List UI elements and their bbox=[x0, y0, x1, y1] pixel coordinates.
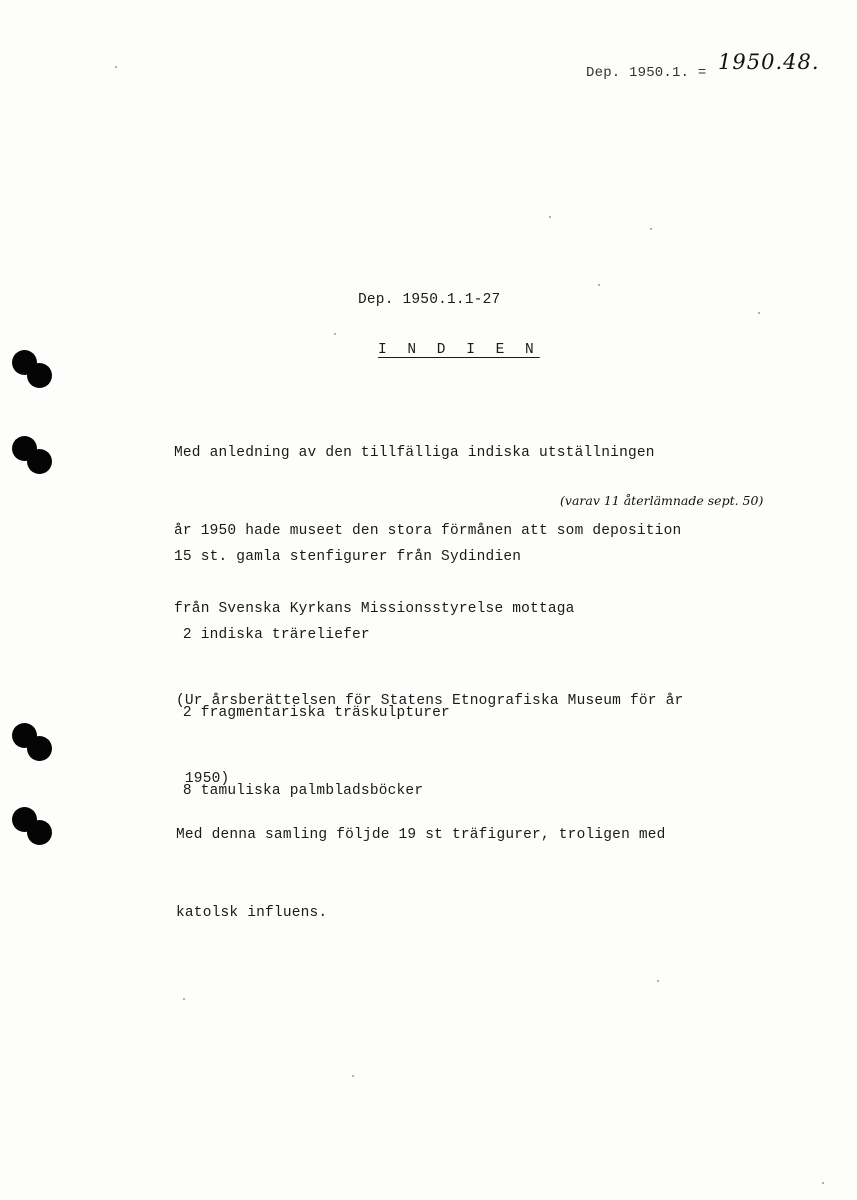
citation-line: 1950) bbox=[176, 771, 230, 787]
paragraph-line: år 1950 hade museet den stora förmånen att som deposition bbox=[174, 523, 682, 539]
list-item: 2 fragmentariska träskulpturer bbox=[174, 705, 450, 721]
paper-speck bbox=[657, 980, 659, 982]
handwritten-note: (varav 11 återlämnade sept. 50) bbox=[560, 493, 764, 508]
punch-hole bbox=[12, 350, 54, 390]
deposit-heading: Dep. 1950.1.1-27 bbox=[358, 292, 501, 308]
citation-line: (Ur årsberättelsen för Statens Etnografiska Museum för år bbox=[176, 693, 684, 709]
closing-paragraph bbox=[176, 770, 666, 978]
paragraph-line: Med anledning av den tillfälliga indiska utställningen bbox=[174, 445, 655, 461]
paper-speck bbox=[352, 1075, 354, 1077]
punch-hole bbox=[12, 807, 54, 847]
list-item: 8 tamuliska palmbladsböcker bbox=[174, 783, 424, 799]
paragraph-line: från Svenska Kyrkans Missionsstyrelse mottaga bbox=[174, 601, 575, 617]
paper-speck bbox=[758, 312, 760, 314]
punch-hole bbox=[12, 436, 54, 476]
list-item: 2 indiska träreliefer bbox=[174, 627, 370, 643]
punch-hole bbox=[12, 723, 54, 763]
paper-speck bbox=[549, 216, 551, 218]
list-item: 15 st. gamla stenfigurer från Sydindien bbox=[174, 549, 522, 565]
reference-number-typed: Dep. 1950.1. = bbox=[586, 65, 707, 81]
paper-speck bbox=[334, 333, 336, 335]
paper-speck bbox=[115, 66, 117, 68]
paper-speck bbox=[822, 1182, 824, 1184]
paragraph-line: Med denna samling följde 19 st träfigurer, troligen med bbox=[176, 827, 666, 843]
paper-speck bbox=[183, 998, 185, 1000]
reference-number-handwritten: 1950.48. bbox=[718, 50, 820, 74]
page-title: I N D I E N bbox=[378, 342, 540, 358]
paragraph-line: katolsk influens. bbox=[176, 905, 328, 921]
paper-speck bbox=[650, 228, 652, 230]
paper-speck bbox=[598, 284, 600, 286]
